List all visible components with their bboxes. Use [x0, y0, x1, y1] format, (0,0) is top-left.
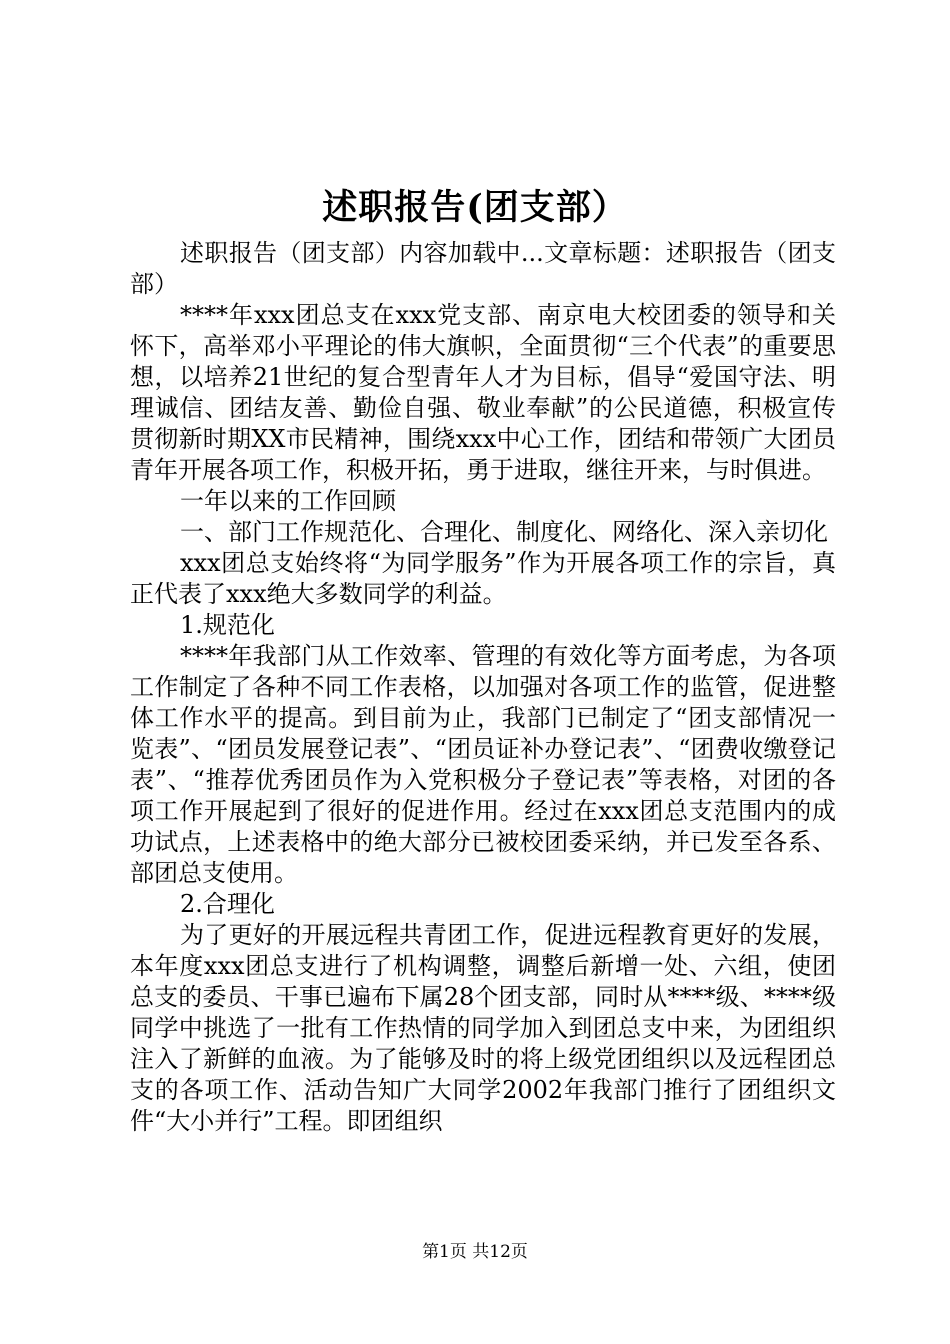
section-heading-review: 一年以来的工作回顾 [180, 487, 396, 515]
document-body [130, 238, 836, 1137]
section-heading-one: 一、部门工作规范化、合理化、制度化、网络化、深入亲切化 [180, 518, 828, 546]
paragraph-rationalization: 为了更好的开展远程共青团工作，促进远程教育更好的发展，本年度xxx团总支进行了机构调整，调整后新增一处、六组，使团总支的委员、干事已遍布下属28个团支部，同时从****级、****级同学中挑选了一批有工作热情的同学加入到团总支中来，为团组织注入了新鲜的血液。为了能够及时的将上级党团组织以及远程团总支的各项工作、活动告知广大同学2002年我部门推行了团组织文件“大小并行”工程。即团组织 [130, 921, 836, 1135]
paragraph-purpose: xxx团总支始终将“为同学服务”作为开展各项工作的宗旨，真正代表了xxx绝大多数同学的利益。 [130, 549, 836, 608]
document-title: 述职报告(团支部） [322, 187, 628, 228]
paragraph-intro: 述职报告（团支部）内容加载中...文章标题：述职报告（团支部） [130, 239, 836, 298]
paragraph-standardization: ****年我部门从工作效率、管理的有效化等方面考虑，为各项工作制定了各种不同工作表格，以加强对各项工作的监管，促进整体工作水平的提高。到目前为止，我部门已制定了“团支部情况一览表”、“团员发展登记表”、“团员证补办登记表”、“团费收缴登记表”、“推荐优秀团员作为入党积极分子登记表”等表格，对团的各项工作开展起到了很好的促进作用。经过在xxx团总支范围内的成功试点，上述表格中的绝大部分已被校团委采纳，并已发至各系、部团总支使用。 [130, 642, 836, 887]
paragraph-overview: ****年xxx团总支在xxx党支部、南京电大校团委的领导和关怀下，高举邓小平理论的伟大旗帜，全面贯彻“三个代表”的重要思想，以培养21世纪的复合型青年人才为目标，倡导“爱国守法、明理诚信、团结友善、勤俭自强、敬业奉献”的公民道德，积极宣传贯彻新时期XX市民精神，围绕xxx中心工作，团结和带领广大团员青年开展各项工作，积极开拓，勇于进取，继往开来，与时俱进。 [130, 301, 836, 484]
subheading-standardization: 1.规范化 [180, 611, 275, 639]
subheading-rationalization: 2.合理化 [180, 890, 275, 918]
page-number-footer: 第1页 共12页 [422, 1242, 528, 1262]
